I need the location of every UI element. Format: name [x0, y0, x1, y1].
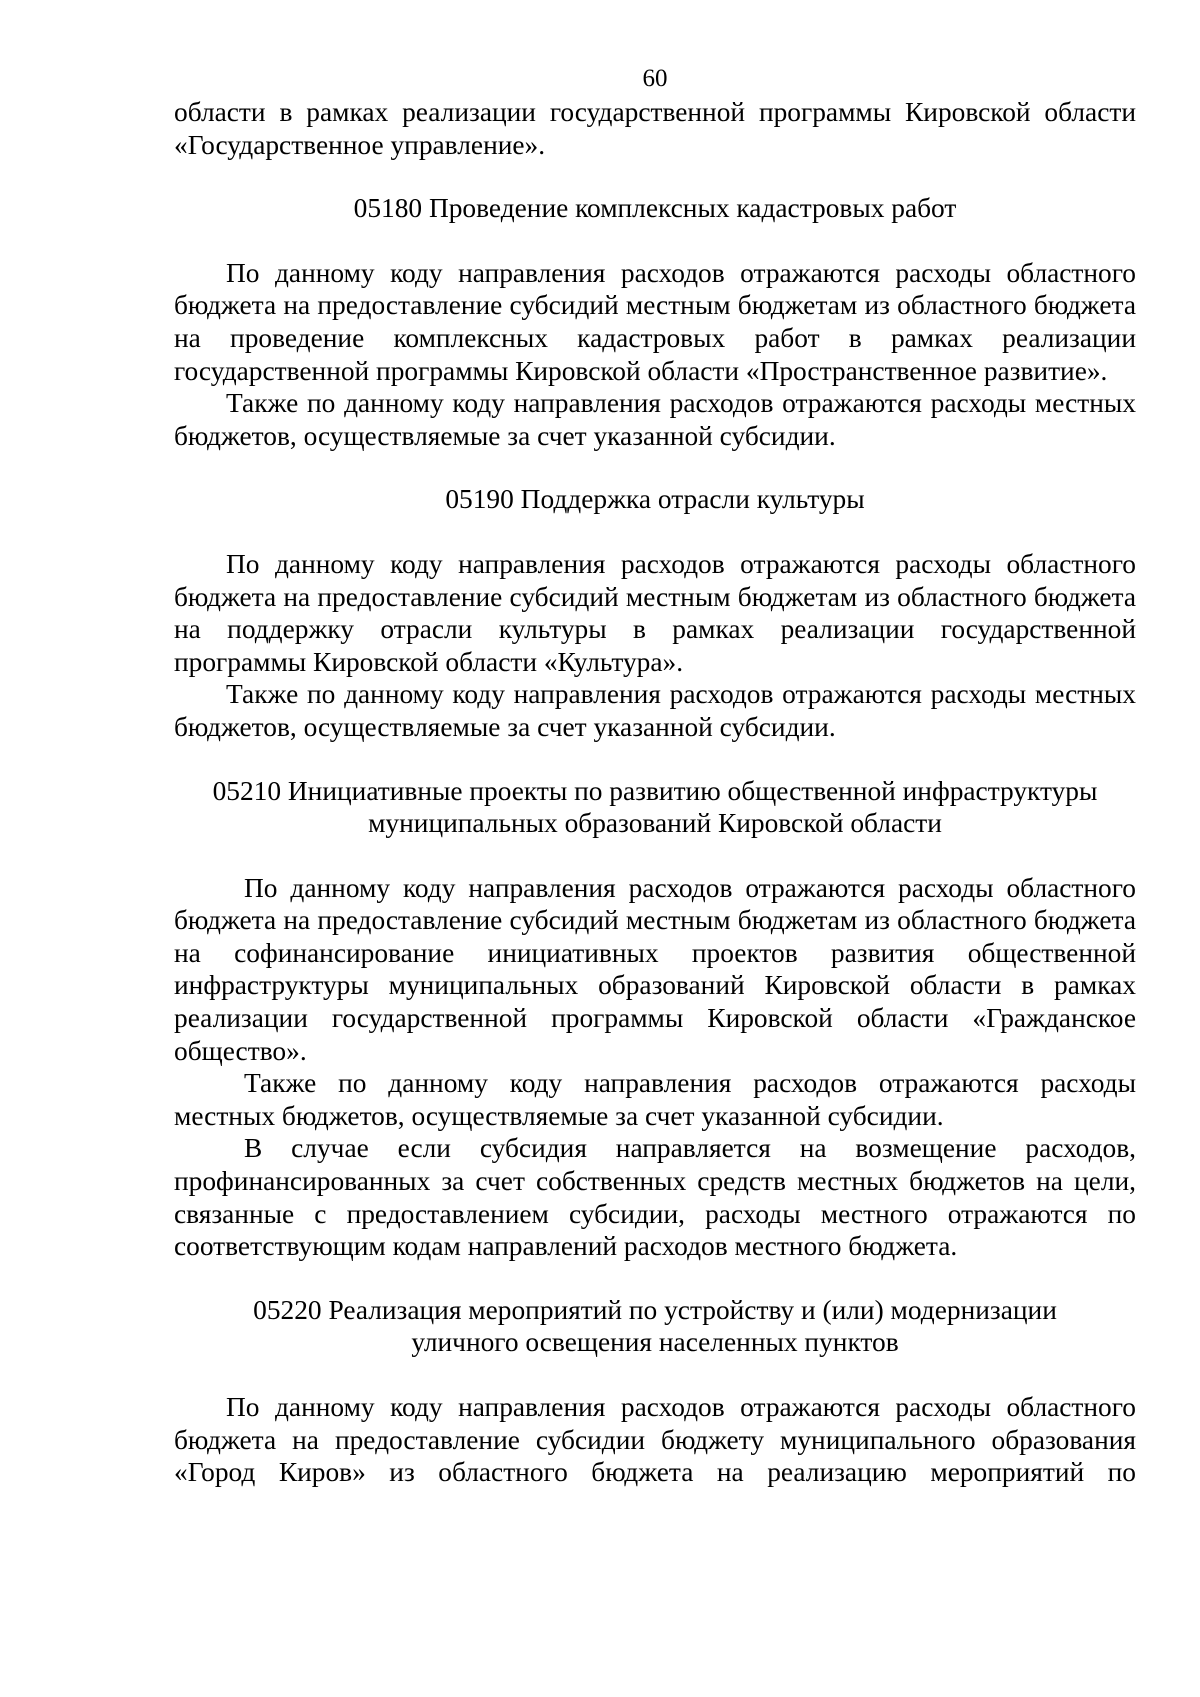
section-heading-05220 — [174, 1294, 1136, 1359]
section-heading-line: муниципальных образований Кировской области — [368, 808, 942, 839]
section-heading-line: 05210 Инициативные проекты по развитию общественной инфраструктуры — [212, 775, 1098, 806]
section-05220-paragraph: По данному коду направления расходов отражаются расходы областного бюджета на предоставление субсидии бюджету муниципального образования «Город Киров» из областного бюджета на реализацию мероприятий по — [174, 1392, 1136, 1488]
section-heading-05190: 05190 Поддержка отрасли культуры — [445, 484, 865, 515]
section-heading-05180: 05180 Проведение комплексных кадастровых работ — [353, 193, 957, 224]
section-heading-line: уличного освещения населенных пунктов — [411, 1327, 899, 1358]
intro-paragraph: области в рамках реализации государственной программы Кировской области «Государственное управление». — [174, 97, 1136, 160]
section-heading-line: 05220 Реализация мероприятий по устройству и (или) модернизации — [253, 1294, 1057, 1325]
section-05180-paragraph: Также по данному коду направления расходов отражаются расходы местных бюджетов, осуществляемые за счет указанной субсидии. — [174, 388, 1136, 451]
section-05190-paragraph: Также по данному коду направления расходов отражаются расходы местных бюджетов, осуществляемые за счет указанной субсидии. — [174, 679, 1136, 742]
document-page — [174, 62, 1136, 1489]
section-heading-05210 — [174, 775, 1136, 840]
section-05190-paragraph: По данному коду направления расходов отражаются расходы областного бюджета на предоставление субсидий местным бюджетам из областного бюджета на поддержку отрасли культуры в рамках реализации государственной программы Кировской области «Культура». — [174, 548, 1136, 677]
section-05210-paragraph: По данному коду направления расходов отражаются расходы областного бюджета на предоставление субсидий местным бюджетам из областного бюджета на софинансирование инициативных проектов развития общественной инфраструктуры муниципальных образований Кировской области в рамках реализации государственной программы Кировской области «Гражданское общество». — [174, 872, 1136, 1066]
section-05210-paragraph: Также по данному коду направления расходов отражаются расходы местных бюджетов, осуществляемые за счет указанной субсидии. — [174, 1068, 1136, 1131]
section-05210-paragraph: В случае если субсидия направляется на возмещение расходов, профинансированных за счет собственных средств местных бюджетов на цели, связанные с предоставлением субсидии, расходы местного отражаются по соответствующим кодам направлений расходов местного бюджета. — [174, 1133, 1136, 1262]
section-05180-paragraph: По данному коду направления расходов отражаются расходы областного бюджета на предоставление субсидий местным бюджетам из областного бюджета на проведение комплексных кадастровых работ в рамках реализации государственной программы Кировской области «Пространственное развитие». — [174, 257, 1136, 386]
page-number: 60 — [642, 65, 668, 92]
